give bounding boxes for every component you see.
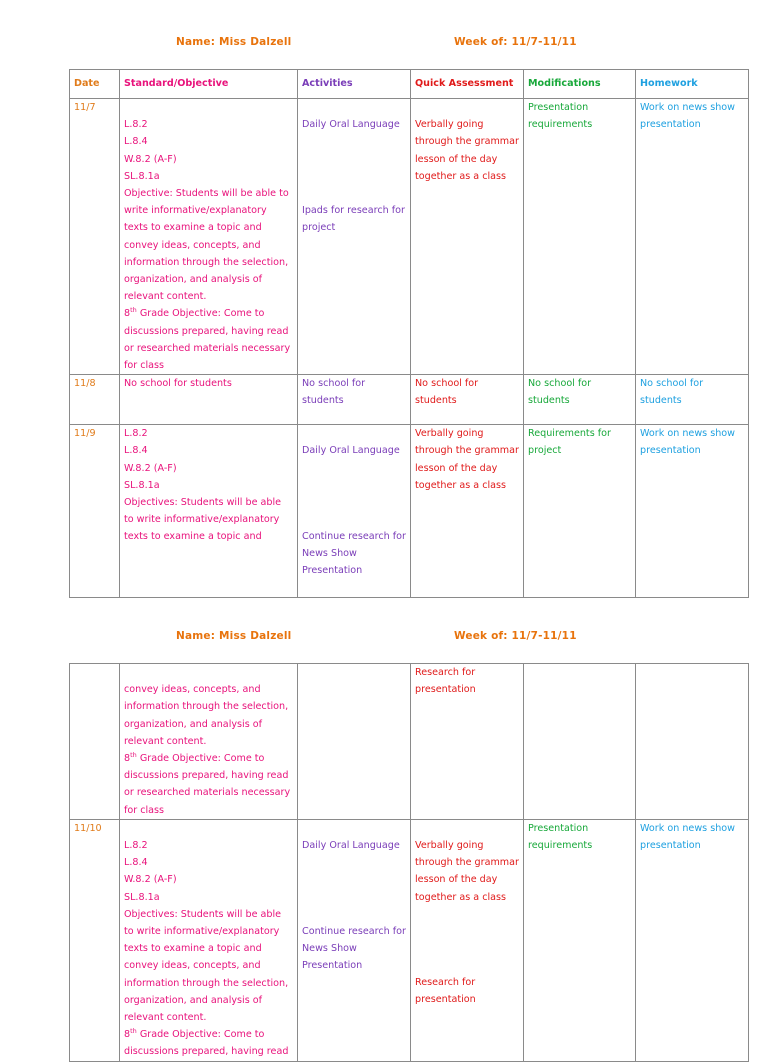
header-standard: Standard/Objective <box>120 70 298 99</box>
homework-cell: Work on news show presentation <box>636 99 749 375</box>
table-header-row <box>70 70 749 99</box>
table-row <box>70 425 749 598</box>
lesson-plan-table-page2 <box>69 663 749 1062</box>
grade-objective-text: Grade Objective: Come to discussions prepared, having read or researched materials necessary for class <box>124 753 291 816</box>
standard-cell <box>120 99 298 375</box>
grade-suffix: th <box>130 750 137 759</box>
activity-text: Daily Oral Language <box>302 840 400 852</box>
standard-text: L.8.2 L.8.4 W.8.2 (A-F) SL.8.1a Objectives: Students will be able to write informative/explanatory texts to examine a topic and convey ideas, concepts, and information through the selection, organization, and analysis of relevant content. <box>124 840 289 1024</box>
grade-objective-text: Grade Objective: Come to discussions prepared, having read <box>124 1029 289 1058</box>
standard-cell <box>120 664 298 820</box>
grade-number: 8 <box>124 753 131 765</box>
page2-week-label: Week of: 11/7-11/11 <box>454 630 577 642</box>
activity-text: Continue research for News Show Presentation <box>302 531 406 577</box>
page2-name-label: Name: Miss Dalzell <box>176 630 292 642</box>
grade-objective-text: Grade Objective: Come to discussions prepared, having read or researched materials necessary for class <box>124 308 291 372</box>
modifications-cell: Presentation requirements <box>524 819 636 1061</box>
date-cell: 11/8 <box>70 375 120 425</box>
activities-cell: No school for students <box>298 375 411 425</box>
standard-cell <box>120 819 298 1061</box>
assessment-cell: Verbally going through the grammar lesson of the day together as a class <box>411 425 524 598</box>
assessment-cell: Research for presentation <box>411 664 524 820</box>
activity-text: Daily Oral Language <box>302 119 400 131</box>
activity-text: Daily Oral Language <box>302 445 400 457</box>
homework-cell: Work on news show presentation <box>636 425 749 598</box>
assessment-text: Verbally going through the grammar lesson of the day together as a class <box>415 840 519 903</box>
table-row <box>70 819 749 1061</box>
activities-cell <box>298 664 411 820</box>
header-quick-assessment: Quick Assessment <box>411 70 524 99</box>
date-cell <box>70 664 120 820</box>
standard-text: convey ideas, concepts, and information through the selection, organization, and analysis of relevant content. <box>124 684 289 747</box>
activity-text: Ipads for research for project <box>302 204 405 234</box>
header-date: Date <box>70 70 120 99</box>
assessment-text: Research for presentation <box>415 977 476 1006</box>
standard-cell: L.8.2 L.8.4 W.8.2 (A-F) SL.8.1a Objectives: Students will be able to write informative/explanatory texts to examine a topic and <box>120 425 298 598</box>
assessment-cell <box>411 99 524 375</box>
grade-suffix: th <box>130 1027 137 1036</box>
homework-cell: Work on news show presentation <box>636 819 749 1061</box>
header-homework: Homework <box>636 70 749 99</box>
assessment-text: Verbally going through the grammar lesson of the day together as a class <box>415 119 519 182</box>
lesson-plan-table-page1 <box>69 69 749 598</box>
grade-suffix: th <box>130 306 137 315</box>
header-modifications: Modifications <box>524 70 636 99</box>
table-row <box>70 99 749 375</box>
homework-cell: No school for students <box>636 375 749 425</box>
page1-name-label: Name: Miss Dalzell <box>176 36 292 48</box>
modifications-cell: Presentation requirements <box>524 99 636 375</box>
standard-cell: No school for students <box>120 375 298 425</box>
page1-week-label: Week of: 11/7-11/11 <box>454 36 577 48</box>
assessment-cell: No school for students <box>411 375 524 425</box>
grade-number: 8 <box>124 308 131 320</box>
homework-cell <box>636 664 749 820</box>
standard-text: L.8.2 L.8.4 W.8.2 (A-F) SL.8.1a Objective: Students will be able to write informative/explanatory texts to examine a topic and convey ideas, concepts, and information through the selection, organization, and analysis of relevant content. <box>124 119 289 303</box>
modifications-cell: Requirements for project <box>524 425 636 598</box>
modifications-cell <box>524 664 636 820</box>
activity-text: Continue research for News Show Presentation <box>302 925 406 972</box>
activities-cell <box>298 819 411 1061</box>
date-cell: 11/9 <box>70 425 120 598</box>
grade-number: 8 <box>124 1029 131 1041</box>
date-cell: 11/10 <box>70 819 120 1061</box>
modifications-cell: No school for students <box>524 375 636 425</box>
header-activities: Activities <box>298 70 411 99</box>
date-cell: 11/7 <box>70 99 120 375</box>
table-row <box>70 664 749 820</box>
table-row <box>70 375 749 425</box>
assessment-cell <box>411 819 524 1061</box>
activities-cell <box>298 425 411 598</box>
activities-cell <box>298 99 411 375</box>
